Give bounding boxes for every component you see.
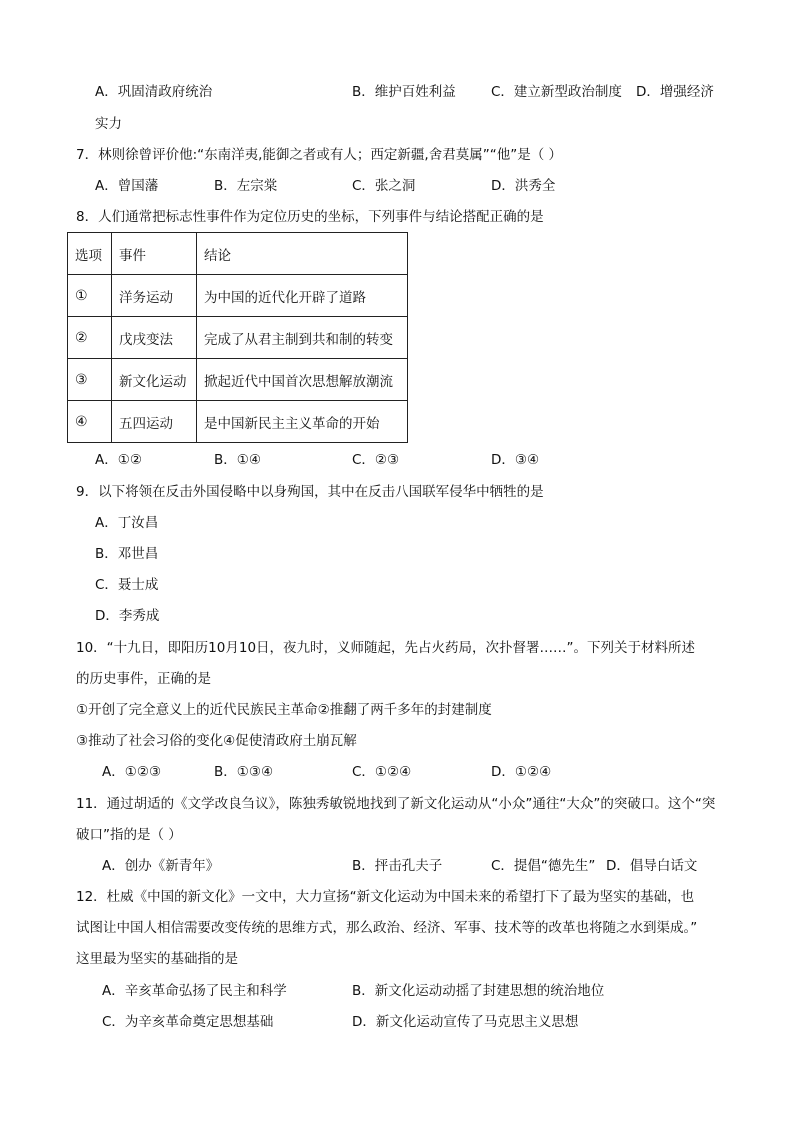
table-row <box>68 317 408 359</box>
q10-stem-line2: 的历史事件，正确的是 <box>76 671 211 687</box>
q8-stem: 8．人们通常把标志性事件作为定位历史的坐标，下列事件与结论搭配正确的是 <box>76 209 544 225</box>
q6-option-c: C．建立新型政治制度 <box>491 84 622 100</box>
q12-stem-line2: 试图让中国人相信需要改变传统的思维方式，那么政治、经济、军事、技术等的改革也将随之水到渠成。” <box>76 920 698 936</box>
table-header-row <box>68 233 408 275</box>
table-cell: 完成了从君主制到共和制的转变 <box>197 317 408 359</box>
q10-option-a: A．①②③ <box>102 764 162 780</box>
q7-option-a: A．曾国藩 <box>95 178 159 194</box>
q9-stem: 9．以下将领在反击外国侵略中以身殉国，其中在反击八国联军侵华中牺牲的是 <box>76 484 544 500</box>
q6-option-b: B．维护百姓利益 <box>352 84 456 100</box>
q8-option-d: D．③④ <box>491 452 540 468</box>
q12-stem-line1: 12．杜威《中国的新文化》一文中，大力宣扬“新文化运动为中国未来的希望打下了最为坚实的基础，也 <box>76 889 695 905</box>
q8-option-c: C．②③ <box>352 452 400 468</box>
q10-stem-line1: 10．“十九日，即阳历10月10日，夜九时，义师随起，先占火药局，次扑督署……”。下列关于材料所述 <box>76 640 696 656</box>
table-cell: 为中国的近代化开辟了道路 <box>197 275 408 317</box>
q12-option-c: C．为辛亥革命奠定思想基础 <box>102 1014 274 1030</box>
table-cell: ② <box>68 317 112 359</box>
table-header-cell: 选项 <box>68 233 112 275</box>
q6-option-d-wrap: 实力 <box>95 116 122 132</box>
table-row <box>68 359 408 401</box>
q8-option-a: A．①② <box>95 452 142 468</box>
q11-option-a: A．创办《新青年》 <box>102 858 220 874</box>
q7-option-c: C．张之洞 <box>352 178 416 194</box>
table-header-cell: 事件 <box>112 233 197 275</box>
q12-option-d: D．新文化运动宣传了马克思主义思想 <box>352 1014 579 1030</box>
table-cell: 戊戌变法 <box>112 317 197 359</box>
q10-statements-line2: ③推动了社会习俗的变化④促使清政府土崩瓦解 <box>76 733 357 749</box>
q10-option-d: D．①②④ <box>491 764 552 780</box>
table-row <box>68 401 408 443</box>
table-cell: 掀起近代中国首次思想解放潮流 <box>197 359 408 401</box>
table-cell: 是中国新民主主义革命的开始 <box>197 401 408 443</box>
q12-stem-line3: 这里最为坚实的基础指的是 <box>76 951 238 967</box>
table-cell: ④ <box>68 401 112 443</box>
q8-option-b: B．①④ <box>214 452 261 468</box>
table-row <box>68 275 408 317</box>
q7-option-b: B．左宗棠 <box>214 178 278 194</box>
q10-option-b: B．①③④ <box>214 764 274 780</box>
q6-option-d: D．增强经济 <box>636 84 714 100</box>
table-header-cell: 结论 <box>197 233 408 275</box>
q6-option-a: A．巩固清政府统治 <box>95 84 213 100</box>
q9-option-c: C．聂士成 <box>95 577 159 593</box>
q11-option-d: D．倡导白话文 <box>606 858 698 874</box>
q7-stem: 7．林则徐曾评价他:“东南洋夷,能御之者或有人；西定新疆,舍君莫属”“他”是（ ） <box>76 147 562 163</box>
q11-option-b: B．抨击孔夫子 <box>352 858 443 874</box>
table-cell: 洋务运动 <box>112 275 197 317</box>
q10-statements-line1: ①开创了完全意义上的近代民族民主革命②推翻了两千多年的封建制度 <box>76 702 492 718</box>
q11-stem-line2: 破口”指的是（ ） <box>76 827 182 843</box>
q11-option-c: C．提倡“德先生” <box>491 858 596 874</box>
table-cell: ③ <box>68 359 112 401</box>
q10-option-c: C．①②④ <box>352 764 412 780</box>
q8-table <box>67 232 408 443</box>
q9-option-d: D．李秀成 <box>95 608 160 624</box>
table-cell: 五四运动 <box>112 401 197 443</box>
q12-option-b: B．新文化运动动摇了封建思想的统治地位 <box>352 983 605 999</box>
q12-option-a: A．辛亥革命弘扬了民主和科学 <box>102 983 287 999</box>
q9-option-b: B．邓世昌 <box>95 546 159 562</box>
table-cell: 新文化运动 <box>112 359 197 401</box>
q11-stem-line1: 11．通过胡适的《文学改良刍议》，陈独秀敏锐地找到了新文化运动从“小众”通往“大众”的突破口。这个“突 <box>76 796 716 812</box>
table-cell: ① <box>68 275 112 317</box>
q7-option-d: D．洪秀全 <box>491 178 556 194</box>
q9-option-a: A．丁汝昌 <box>95 515 159 531</box>
